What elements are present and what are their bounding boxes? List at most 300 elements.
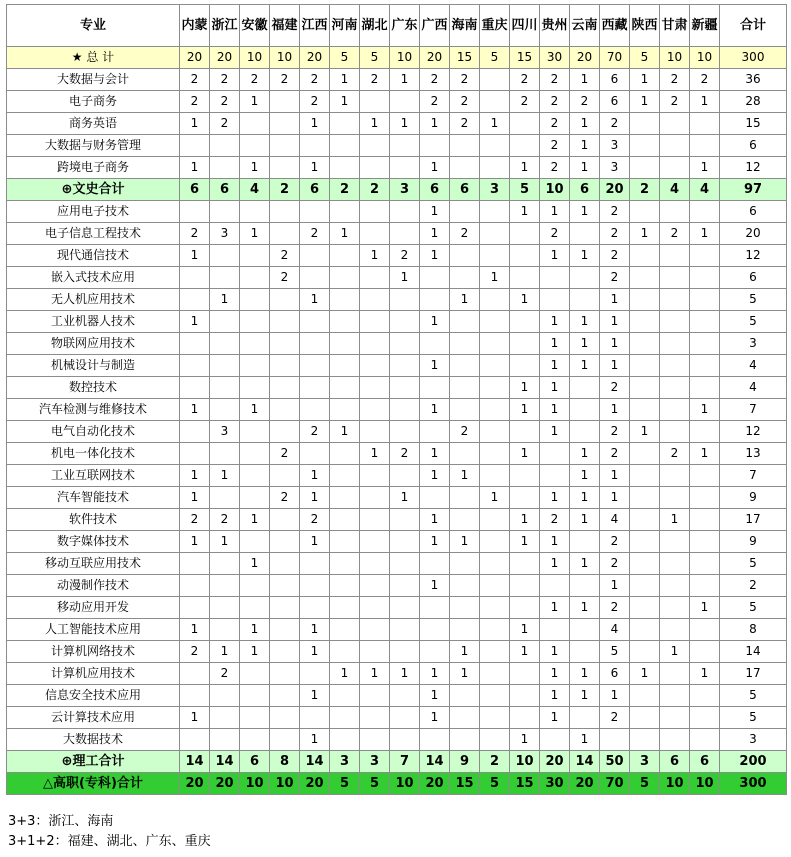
province-header: 江西	[300, 5, 330, 47]
quota-cell	[660, 377, 690, 399]
quota-cell: 2	[360, 179, 390, 201]
quota-cell: 1	[630, 69, 660, 91]
quota-cell: 2	[390, 245, 420, 267]
quota-cell	[480, 597, 510, 619]
major-name: 工业互联网技术	[7, 465, 180, 487]
quota-cell	[300, 553, 330, 575]
quota-cell: 1	[420, 157, 450, 179]
row-total-cell: 6	[720, 201, 787, 223]
quota-cell	[450, 487, 480, 509]
quota-cell	[270, 509, 300, 531]
quota-cell: 2	[660, 223, 690, 245]
province-header: 海南	[450, 5, 480, 47]
quota-cell	[420, 421, 450, 443]
quota-cell	[480, 289, 510, 311]
quota-cell	[630, 289, 660, 311]
quota-cell	[450, 201, 480, 223]
quota-cell: 5	[630, 47, 660, 69]
major-name: 数字媒体技术	[7, 531, 180, 553]
quota-cell: 1	[570, 201, 600, 223]
quota-cell	[270, 597, 300, 619]
major-name: 物联网应用技术	[7, 333, 180, 355]
quota-cell: 6	[420, 179, 450, 201]
quota-cell: 2	[180, 641, 210, 663]
major-name: 信息安全技术应用	[7, 685, 180, 707]
quota-cell: 4	[600, 509, 630, 531]
major-name: 现代通信技术	[7, 245, 180, 267]
major-row	[7, 509, 787, 531]
quota-cell	[660, 597, 690, 619]
quota-cell: 1	[180, 465, 210, 487]
quota-cell: 1	[420, 223, 450, 245]
quota-cell: 1	[570, 113, 600, 135]
quota-cell: 30	[540, 773, 570, 795]
quota-cell: 1	[180, 619, 210, 641]
quota-cell	[630, 619, 660, 641]
quota-cell	[270, 377, 300, 399]
quota-cell: 3	[600, 157, 630, 179]
quota-cell: 1	[330, 223, 360, 245]
quota-cell	[180, 597, 210, 619]
quota-cell: 1	[570, 69, 600, 91]
quota-cell	[450, 333, 480, 355]
quota-cell	[480, 685, 510, 707]
quota-cell	[300, 267, 330, 289]
quota-cell	[630, 113, 660, 135]
row-total-cell: 8	[720, 619, 787, 641]
quota-cell: 1	[180, 399, 210, 421]
quota-cell	[180, 289, 210, 311]
quota-cell	[480, 509, 510, 531]
quota-cell	[300, 311, 330, 333]
quota-cell	[690, 267, 720, 289]
quota-cell	[270, 641, 300, 663]
quota-cell	[630, 355, 660, 377]
quota-cell: 5	[510, 179, 540, 201]
quota-cell	[630, 135, 660, 157]
quota-cell: 2	[210, 113, 240, 135]
row-total-cell: 17	[720, 663, 787, 685]
quota-cell	[450, 575, 480, 597]
quota-cell	[180, 421, 210, 443]
major-name: 机电一体化技术	[7, 443, 180, 465]
quota-cell	[510, 575, 540, 597]
row-total-cell: 7	[720, 465, 787, 487]
province-header: 广东	[390, 5, 420, 47]
quota-cell: 20	[210, 47, 240, 69]
quota-cell: 3	[630, 751, 660, 773]
quota-cell	[360, 707, 390, 729]
quota-cell: 1	[510, 641, 540, 663]
quota-cell	[270, 91, 300, 113]
quota-cell: 1	[390, 267, 420, 289]
quota-cell	[660, 355, 690, 377]
quota-cell: 5	[330, 47, 360, 69]
quota-cell	[210, 245, 240, 267]
province-header: 重庆	[480, 5, 510, 47]
quota-cell	[450, 245, 480, 267]
quota-cell	[330, 619, 360, 641]
quota-cell: 2	[240, 69, 270, 91]
quota-cell	[480, 399, 510, 421]
quota-cell: 1	[600, 311, 630, 333]
quota-cell: 10	[540, 179, 570, 201]
quota-cell: 5	[480, 47, 510, 69]
quota-cell	[330, 487, 360, 509]
quota-cell	[270, 355, 300, 377]
major-row	[7, 245, 787, 267]
quota-cell: 6	[240, 751, 270, 773]
province-header: 广西	[420, 5, 450, 47]
quota-cell	[210, 729, 240, 751]
quota-cell: 1	[690, 91, 720, 113]
quota-cell	[180, 333, 210, 355]
quota-cell: 1	[420, 245, 450, 267]
quota-cell: 2	[570, 91, 600, 113]
quota-cell: 1	[420, 399, 450, 421]
major-row	[7, 531, 787, 553]
quota-cell: 10	[270, 47, 300, 69]
quota-cell: 1	[630, 663, 660, 685]
quota-cell	[360, 377, 390, 399]
quota-cell	[630, 531, 660, 553]
quota-cell: 15	[450, 773, 480, 795]
quota-cell	[240, 487, 270, 509]
major-row	[7, 729, 787, 751]
row-total-cell: 20	[720, 223, 787, 245]
quota-cell: 1	[240, 553, 270, 575]
quota-cell: 20	[420, 47, 450, 69]
quota-cell: 1	[690, 223, 720, 245]
row-total-cell: 28	[720, 91, 787, 113]
quota-cell	[360, 267, 390, 289]
quota-cell: 2	[300, 509, 330, 531]
quota-cell: 5	[630, 773, 660, 795]
quota-cell	[360, 201, 390, 223]
quota-cell: 9	[450, 751, 480, 773]
quota-cell	[210, 355, 240, 377]
major-row	[7, 575, 787, 597]
quota-cell: 1	[690, 399, 720, 421]
quota-cell	[690, 245, 720, 267]
quota-cell: 1	[510, 509, 540, 531]
quota-cell	[480, 201, 510, 223]
row-total-cell: 5	[720, 685, 787, 707]
quota-cell	[660, 135, 690, 157]
quota-cell	[480, 91, 510, 113]
quota-cell: 1	[570, 135, 600, 157]
quota-cell	[270, 223, 300, 245]
quota-cell: 1	[600, 399, 630, 421]
quota-cell: 1	[540, 201, 570, 223]
quota-cell: 1	[390, 69, 420, 91]
quota-cell: 2	[540, 223, 570, 245]
quota-cell: 2	[210, 69, 240, 91]
quota-cell	[450, 729, 480, 751]
quota-cell: 1	[540, 641, 570, 663]
quota-cell	[690, 729, 720, 751]
quota-cell	[540, 443, 570, 465]
quota-cell	[540, 289, 570, 311]
row-total-cell: 5	[720, 289, 787, 311]
major-row	[7, 597, 787, 619]
quota-cell: 2	[180, 223, 210, 245]
quota-cell: 2	[330, 179, 360, 201]
quota-cell	[420, 267, 450, 289]
quota-cell	[420, 487, 450, 509]
quota-cell	[450, 355, 480, 377]
row-total-cell: 3	[720, 333, 787, 355]
quota-cell	[690, 355, 720, 377]
quota-cell: 2	[210, 91, 240, 113]
quota-cell	[390, 223, 420, 245]
quota-cell: 20	[570, 773, 600, 795]
quota-cell: 1	[420, 113, 450, 135]
quota-cell: 5	[360, 773, 390, 795]
quota-cell	[660, 575, 690, 597]
quota-cell: 10	[390, 47, 420, 69]
major-row	[7, 91, 787, 113]
subtotal-row	[7, 751, 787, 773]
quota-cell: 10	[240, 773, 270, 795]
quota-cell: 1	[420, 355, 450, 377]
quota-cell	[180, 443, 210, 465]
quota-cell: 1	[420, 201, 450, 223]
quota-cell: 2	[630, 179, 660, 201]
quota-cell: 2	[360, 69, 390, 91]
major-name: 跨境电子商务	[7, 157, 180, 179]
quota-cell	[690, 685, 720, 707]
major-name: ⊕文史合计	[7, 179, 180, 201]
quota-cell	[330, 201, 360, 223]
quota-cell	[510, 465, 540, 487]
quota-cell: 1	[360, 443, 390, 465]
quota-cell: 20	[570, 47, 600, 69]
quota-cell: 1	[570, 729, 600, 751]
major-row	[7, 157, 787, 179]
quota-cell	[390, 377, 420, 399]
quota-cell	[420, 333, 450, 355]
quota-cell	[690, 619, 720, 641]
quota-cell	[360, 223, 390, 245]
quota-cell	[630, 399, 660, 421]
quota-cell	[480, 531, 510, 553]
quota-cell: 1	[390, 487, 420, 509]
quota-cell	[510, 311, 540, 333]
quota-cell	[300, 333, 330, 355]
major-row	[7, 443, 787, 465]
quota-cell	[240, 135, 270, 157]
quota-cell	[360, 729, 390, 751]
quota-cell: 14	[180, 751, 210, 773]
quota-cell	[480, 443, 510, 465]
quota-cell	[390, 157, 420, 179]
quota-cell: 1	[420, 443, 450, 465]
exam-mode-notes	[8, 812, 211, 852]
quota-cell: 4	[600, 619, 630, 641]
quota-cell: 70	[600, 773, 630, 795]
quota-cell	[330, 399, 360, 421]
quota-cell	[660, 487, 690, 509]
quota-cell	[360, 487, 390, 509]
quota-cell	[180, 729, 210, 751]
quota-cell	[480, 245, 510, 267]
quota-cell: 1	[300, 685, 330, 707]
quota-cell	[240, 201, 270, 223]
quota-cell: 20	[600, 179, 630, 201]
quota-cell: 1	[360, 245, 390, 267]
quota-cell	[240, 685, 270, 707]
quota-cell	[660, 663, 690, 685]
quota-cell	[660, 531, 690, 553]
quota-cell: 1	[600, 289, 630, 311]
quota-cell: 2	[300, 223, 330, 245]
quota-cell: 2	[450, 91, 480, 113]
quota-cell: 2	[510, 91, 540, 113]
quota-cell	[690, 531, 720, 553]
quota-cell	[180, 575, 210, 597]
quota-cell	[270, 707, 300, 729]
quota-cell	[570, 377, 600, 399]
quota-cell: 1	[510, 289, 540, 311]
quota-cell: 2	[540, 113, 570, 135]
quota-cell: 1	[510, 157, 540, 179]
quota-cell	[240, 707, 270, 729]
quota-cell	[390, 597, 420, 619]
quota-cell: 2	[270, 179, 300, 201]
quota-cell	[660, 685, 690, 707]
quota-cell	[660, 311, 690, 333]
quota-cell: 1	[540, 531, 570, 553]
quota-cell	[330, 311, 360, 333]
quota-cell	[420, 597, 450, 619]
quota-cell	[330, 641, 360, 663]
quota-cell	[360, 399, 390, 421]
quota-cell	[570, 619, 600, 641]
quota-cell	[210, 399, 240, 421]
quota-cell	[300, 597, 330, 619]
quota-cell	[450, 267, 480, 289]
row-total-cell: 12	[720, 421, 787, 443]
major-name: 大数据与财务管理	[7, 135, 180, 157]
quota-cell: 2	[450, 421, 480, 443]
quota-cell: 1	[540, 399, 570, 421]
quota-cell	[360, 531, 390, 553]
quota-cell	[690, 487, 720, 509]
quota-cell	[690, 509, 720, 531]
quota-cell	[510, 487, 540, 509]
major-row	[7, 685, 787, 707]
quota-cell	[690, 113, 720, 135]
quota-cell	[540, 729, 570, 751]
quota-cell	[270, 289, 300, 311]
quota-cell: 2	[420, 69, 450, 91]
province-header: 贵州	[540, 5, 570, 47]
quota-cell	[450, 509, 480, 531]
quota-cell	[210, 201, 240, 223]
quota-cell: 1	[480, 487, 510, 509]
quota-cell	[480, 465, 510, 487]
quota-cell	[210, 619, 240, 641]
major-name: 软件技术	[7, 509, 180, 531]
major-name: 机械设计与制造	[7, 355, 180, 377]
major-name: ★ 总 计	[7, 47, 180, 69]
quota-cell: 2	[540, 135, 570, 157]
row-total-cell: 6	[720, 135, 787, 157]
quota-cell	[330, 685, 360, 707]
row-total-cell: 9	[720, 531, 787, 553]
quota-cell	[450, 135, 480, 157]
quota-cell: 70	[600, 47, 630, 69]
quota-cell	[540, 267, 570, 289]
quota-cell	[630, 509, 660, 531]
quota-cell: 30	[540, 47, 570, 69]
quota-cell: 1	[300, 619, 330, 641]
quota-cell	[480, 729, 510, 751]
quota-cell: 1	[570, 509, 600, 531]
quota-cell: 1	[300, 465, 330, 487]
quota-cell	[390, 619, 420, 641]
quota-cell	[480, 333, 510, 355]
quota-cell	[570, 641, 600, 663]
quota-cell: 6	[660, 751, 690, 773]
quota-cell: 5	[330, 773, 360, 795]
quota-cell: 1	[510, 399, 540, 421]
quota-cell: 2	[540, 91, 570, 113]
quota-cell: 10	[240, 47, 270, 69]
quota-cell	[330, 157, 360, 179]
quota-cell	[660, 289, 690, 311]
major-name: 人工智能技术应用	[7, 619, 180, 641]
quota-cell	[300, 201, 330, 223]
quota-cell	[660, 157, 690, 179]
major-name: ⊕理工合计	[7, 751, 180, 773]
major-name: 无人机应用技术	[7, 289, 180, 311]
quota-cell	[390, 465, 420, 487]
quota-cell	[630, 311, 660, 333]
quota-cell	[330, 289, 360, 311]
quota-cell	[420, 553, 450, 575]
quota-cell	[660, 421, 690, 443]
quota-cell: 1	[510, 443, 540, 465]
row-total-cell: 17	[720, 509, 787, 531]
quota-cell	[360, 311, 390, 333]
row-total-cell: 300	[720, 47, 787, 69]
row-total-cell: 5	[720, 707, 787, 729]
quota-cell: 1	[180, 157, 210, 179]
quota-cell: 1	[240, 619, 270, 641]
vocational-total-row	[7, 773, 787, 795]
major-row	[7, 135, 787, 157]
quota-cell	[270, 619, 300, 641]
quota-cell	[330, 355, 360, 377]
quota-cell: 1	[240, 223, 270, 245]
quota-cell	[240, 729, 270, 751]
quota-cell	[390, 333, 420, 355]
quota-cell	[240, 245, 270, 267]
quota-cell: 6	[690, 751, 720, 773]
quota-cell: 1	[420, 531, 450, 553]
quota-cell: 1	[630, 91, 660, 113]
quota-cell: 1	[180, 245, 210, 267]
quota-cell	[630, 157, 660, 179]
quota-cell: 1	[570, 465, 600, 487]
quota-cell: 1	[510, 729, 540, 751]
enrollment-plan-table	[6, 4, 787, 795]
quota-cell	[450, 311, 480, 333]
quota-cell	[390, 531, 420, 553]
quota-cell	[510, 223, 540, 245]
